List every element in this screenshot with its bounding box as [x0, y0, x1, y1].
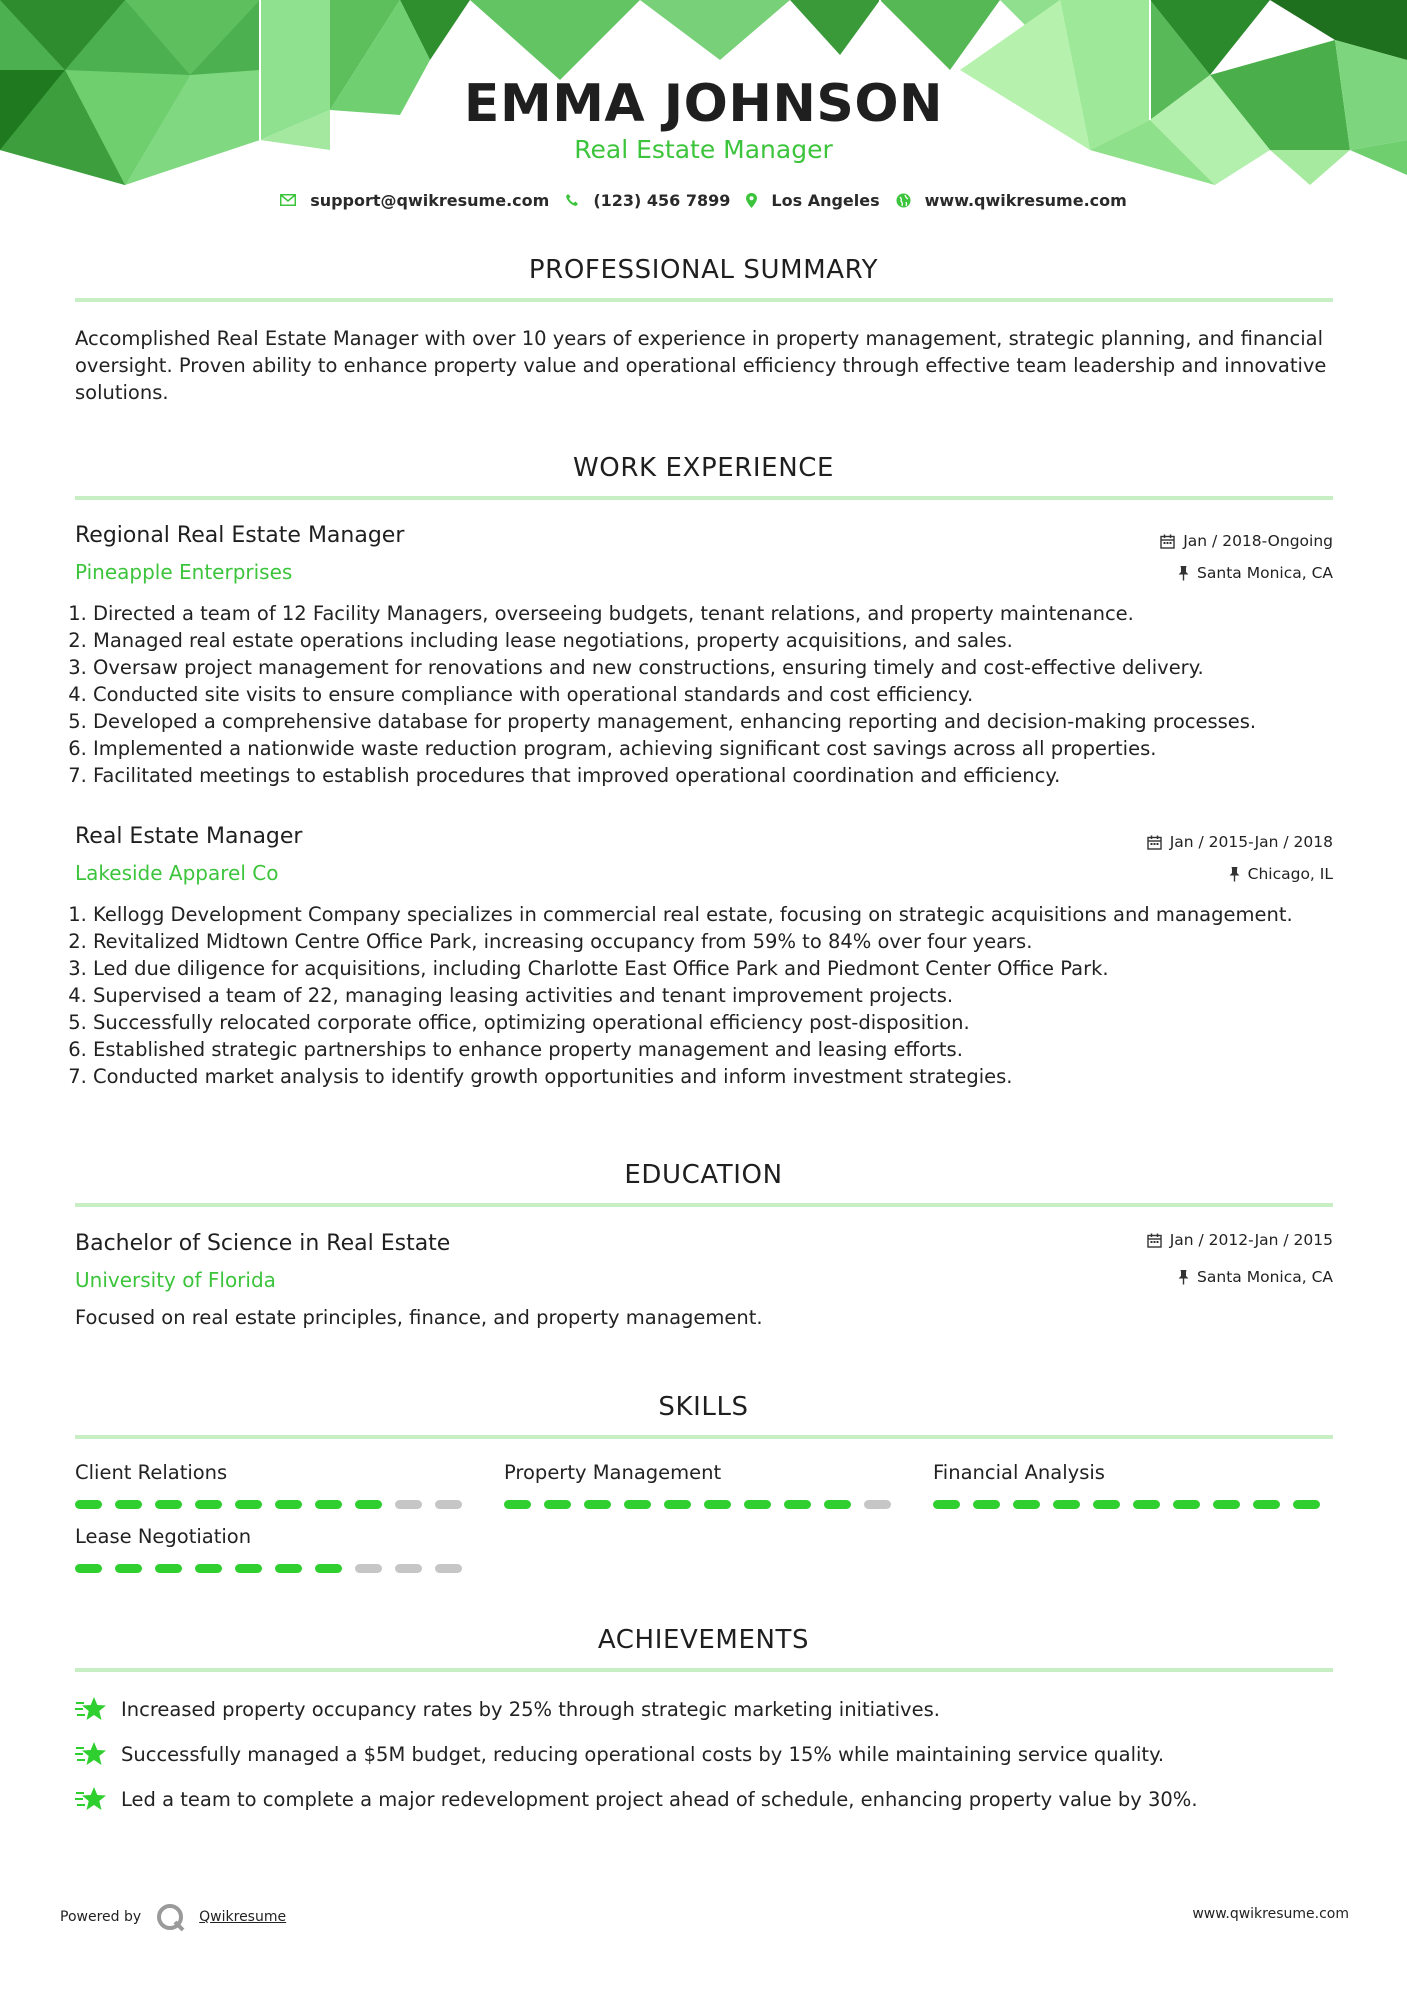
- map-pin-icon: [746, 193, 757, 208]
- job-date-text: Jan / 2015-Jan / 2018: [1169, 833, 1333, 851]
- list-item: 2. Revitalized Midtown Centre Office Park, increasing occupancy from 59% to 84% over four years.: [93, 928, 1373, 955]
- skill-level-dash-filled: [1133, 1500, 1160, 1509]
- education-location: [1178, 1267, 1333, 1287]
- skill-level-dash-filled: [1293, 1500, 1320, 1509]
- skill-level-dash-empty: [395, 1500, 422, 1509]
- skill-level-dash-filled: [624, 1500, 651, 1509]
- skill-level-dash-filled: [504, 1500, 531, 1509]
- contact-bar: [0, 187, 1407, 213]
- list-item: 4. Conducted site visits to ensure compliance with operational standards and cost efficiency.: [93, 681, 1373, 708]
- job-date: [1160, 531, 1333, 551]
- skills-heading: SKILLS: [658, 1392, 749, 1422]
- list-item: 6. Established strategic partnerships to enhance property management and leasing efforts.: [93, 1036, 1373, 1063]
- job-date: [1147, 832, 1333, 852]
- achievement-text: Increased property occupancy rates by 25% through strategic marketing initiatives.: [121, 1697, 940, 1721]
- achievement-text: Led a team to complete a major redevelopment project ahead of schedule, enhancing property value by 30%.: [121, 1787, 1198, 1811]
- envelope-icon: [280, 194, 296, 206]
- job-title: Regional Real Estate Manager: [75, 523, 405, 548]
- list-item: 1. Directed a team of 12 Facility Managers, overseeing budgets, tenant relations, and property maintenance.: [93, 600, 1373, 627]
- phone-icon: [565, 193, 579, 207]
- list-item: 1. Kellogg Development Company specializes in commercial real estate, focusing on strategic acquisitions and management.: [93, 901, 1373, 928]
- skill-level-dash-filled: [155, 1564, 182, 1573]
- skills-divider: [75, 1435, 1333, 1439]
- summary-text: Accomplished Real Estate Manager with over 10 years of experience in property management, strategic planning, and financial oversight. Proven ability to enhance property value and operational efficiency through effective team leadership and innovative solutions.: [75, 327, 1327, 404]
- list-item: 6. Implemented a nationwide waste reduction program, achieving significant cost savings across all properties.: [93, 735, 1373, 762]
- achievements-divider: [75, 1668, 1333, 1672]
- skill-level-dash-filled: [195, 1500, 222, 1509]
- skill-level-dash-filled: [315, 1500, 342, 1509]
- skill-level-bar: [75, 1564, 475, 1573]
- job-date-text: Jan / 2018-Ongoing: [1183, 532, 1333, 550]
- skill-level-dash-filled: [355, 1500, 382, 1509]
- degree-title: Bachelor of Science in Real Estate: [75, 1231, 451, 1256]
- location-text: Los Angeles: [771, 190, 880, 210]
- achievement-item: [75, 1695, 940, 1723]
- achievement-text: Successfully managed a $5M budget, reducing operational costs by 15% while maintaining service quality.: [121, 1742, 1165, 1766]
- powered-by-label: Powered by: [60, 1909, 142, 1925]
- skill-level-dash-filled: [1093, 1500, 1120, 1509]
- achievements-heading: ACHIEVEMENTS: [597, 1625, 810, 1655]
- skill-level-dash-filled: [933, 1500, 960, 1509]
- candidate-name: EMMA JOHNSON: [463, 74, 944, 134]
- contact-location: [746, 191, 879, 210]
- star-icon: [75, 1695, 107, 1723]
- skill-level-dash-filled: [744, 1500, 771, 1509]
- skill-item: [75, 1460, 475, 1509]
- list-item: 4. Supervised a team of 22, managing leasing activities and tenant improvement projects.: [93, 982, 1373, 1009]
- contact-email[interactable]: [280, 191, 549, 210]
- education-description: Focused on real estate principles, finance, and property management.: [75, 1306, 763, 1329]
- school-name: University of Florida: [75, 1268, 276, 1292]
- skill-level-dash-filled: [1253, 1500, 1280, 1509]
- list-item: 7. Conducted market analysis to identify growth opportunities and inform investment strategies.: [93, 1063, 1373, 1090]
- skill-level-dash-empty: [395, 1564, 422, 1573]
- contact-website[interactable]: [896, 191, 1127, 210]
- qwikresume-logo-icon: [155, 1902, 187, 1932]
- skill-item: [933, 1460, 1333, 1509]
- skill-level-dash-filled: [235, 1564, 262, 1573]
- contact-phone[interactable]: [565, 191, 730, 210]
- skill-level-dash-filled: [544, 1500, 571, 1509]
- footer-website[interactable]: www.qwikresume.com: [1192, 1906, 1349, 1922]
- skill-level-dash-filled: [664, 1500, 691, 1509]
- phone-text: (123) 456 7899: [593, 190, 731, 210]
- skill-level-dash-filled: [1173, 1500, 1200, 1509]
- calendar-icon: [1160, 534, 1175, 549]
- qwikresume-link[interactable]: Qwikresume: [199, 1909, 287, 1925]
- achievement-item: [75, 1785, 1198, 1813]
- job-title: Real Estate Manager: [75, 824, 303, 849]
- list-item: 2. Managed real estate operations including lease negotiations, property acquisitions, and sales.: [93, 627, 1373, 654]
- skill-level-dash-filled: [275, 1564, 302, 1573]
- list-item: 5. Successfully relocated corporate office, optimizing operational efficiency post-disposition.: [93, 1009, 1373, 1036]
- skill-level-bar: [504, 1500, 904, 1509]
- education-date-text: Jan / 2012-Jan / 2015: [1169, 1231, 1333, 1249]
- footer-powered-by: [60, 1902, 286, 1932]
- education-divider: [75, 1203, 1333, 1207]
- job-location-text: Chicago, IL: [1247, 865, 1333, 883]
- skill-level-dash-filled: [704, 1500, 731, 1509]
- education-date: [1147, 1230, 1333, 1250]
- skill-level-dash-filled: [584, 1500, 611, 1509]
- education-heading: EDUCATION: [624, 1160, 783, 1190]
- pushpin-icon: [1178, 566, 1189, 581]
- list-item: 3. Led due diligence for acquisitions, including Charlotte East Office Park and Piedmont Center Office Park.: [93, 955, 1373, 982]
- star-icon: [75, 1785, 107, 1813]
- skill-level-bar: [933, 1500, 1333, 1509]
- achievement-item: [75, 1740, 1164, 1768]
- skill-level-dash-empty: [435, 1564, 462, 1573]
- skill-name: Financial Analysis: [933, 1461, 1105, 1484]
- calendar-icon: [1147, 835, 1162, 850]
- summary-divider: [75, 298, 1333, 302]
- skill-level-dash-filled: [315, 1564, 342, 1573]
- skill-level-dash-filled: [1053, 1500, 1080, 1509]
- skill-level-dash-filled: [75, 1500, 102, 1509]
- job-location: [1229, 864, 1333, 884]
- job-bullets: [67, 600, 1373, 789]
- skill-item: [504, 1460, 904, 1509]
- skill-level-dash-filled: [235, 1500, 262, 1509]
- skill-level-dash-empty: [355, 1564, 382, 1573]
- list-item: 5. Developed a comprehensive database for property management, enhancing reporting and decision-making processes.: [93, 708, 1373, 735]
- skill-name: Client Relations: [75, 1461, 228, 1484]
- skill-level-dash-filled: [824, 1500, 851, 1509]
- skill-name: Property Management: [504, 1461, 722, 1484]
- pushpin-icon: [1178, 1270, 1189, 1285]
- skill-level-dash-filled: [1213, 1500, 1240, 1509]
- education-location-text: Santa Monica, CA: [1197, 1268, 1333, 1286]
- skill-level-dash-filled: [973, 1500, 1000, 1509]
- email-text: support@qwikresume.com: [310, 190, 550, 210]
- job-location: [1178, 563, 1333, 583]
- job-company: Lakeside Apparel Co: [75, 861, 279, 885]
- skill-level-dash-filled: [195, 1564, 222, 1573]
- job-location-text: Santa Monica, CA: [1197, 564, 1333, 582]
- list-item: 3. Oversaw project management for renovations and new constructions, ensuring timely and cost-effective delivery.: [93, 654, 1373, 681]
- pushpin-icon: [1229, 867, 1240, 882]
- calendar-icon: [1147, 1233, 1162, 1248]
- skill-name: Lease Negotiation: [75, 1525, 252, 1548]
- list-item: 7. Facilitated meetings to establish procedures that improved operational coordination and efficiency.: [93, 762, 1373, 789]
- skill-level-dash-filled: [155, 1500, 182, 1509]
- skill-level-bar: [75, 1500, 475, 1509]
- skill-level-dash-empty: [435, 1500, 462, 1509]
- skill-item: [75, 1524, 475, 1573]
- skill-level-dash-filled: [75, 1564, 102, 1573]
- skill-level-dash-filled: [1013, 1500, 1040, 1509]
- candidate-role: Real Estate Manager: [574, 135, 833, 164]
- skill-level-dash-filled: [784, 1500, 811, 1509]
- website-text: www.qwikresume.com: [924, 190, 1127, 210]
- job-company: Pineapple Enterprises: [75, 560, 293, 584]
- skill-level-dash-filled: [115, 1564, 142, 1573]
- skill-level-dash-filled: [275, 1500, 302, 1509]
- summary-heading: PROFESSIONAL SUMMARY: [528, 255, 879, 285]
- experience-heading: WORK EXPERIENCE: [572, 453, 835, 483]
- skill-level-dash-empty: [864, 1500, 891, 1509]
- skill-level-dash-filled: [115, 1500, 142, 1509]
- experience-divider: [75, 496, 1333, 500]
- job-bullets: [67, 901, 1373, 1090]
- star-icon: [75, 1740, 107, 1768]
- globe-icon: [896, 193, 911, 208]
